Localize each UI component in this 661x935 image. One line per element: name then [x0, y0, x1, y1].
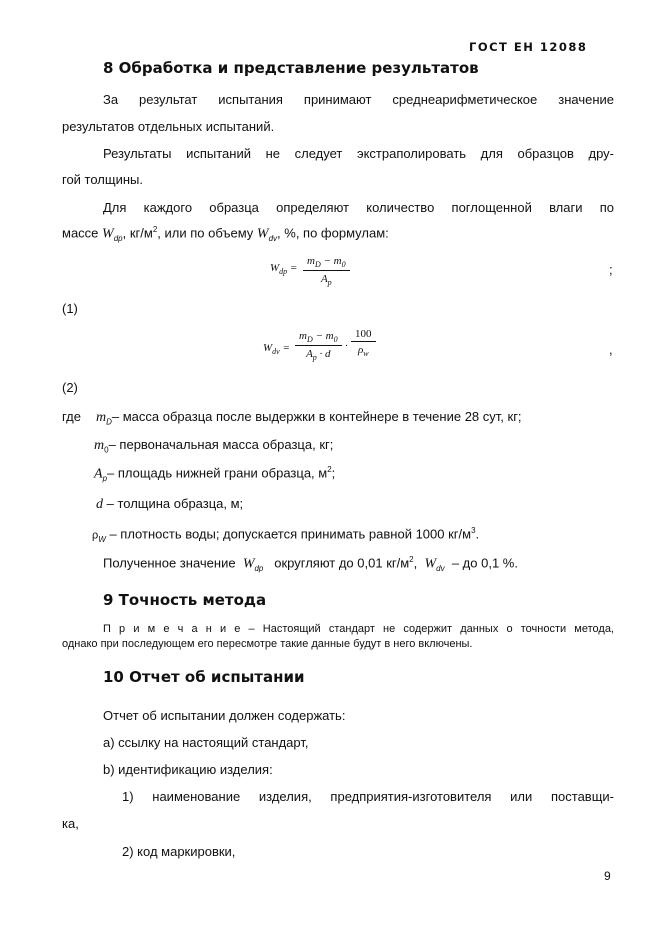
- formula-2-lhs: $W_{dv}$ =: [263, 342, 290, 357]
- report-item-b1-line-2: ка,: [62, 816, 79, 831]
- formula-2-dot: ·: [345, 340, 348, 352]
- report-item-a: а) ссылку на настоящий стандарт,: [103, 735, 309, 750]
- note-line-1: П р и м е ч а н и е – Настоящий стандарт не содержит данных о точности метода,: [103, 623, 614, 635]
- section-10-title: 10 Отчет об испытании: [103, 668, 305, 686]
- formula-1-punct: ;: [609, 262, 613, 277]
- where-label: где: [62, 409, 81, 424]
- report-item-b: b) идентификацию изделия:: [103, 762, 273, 777]
- section-8-title: 8 Обработка и представление результатов: [103, 59, 479, 77]
- note-line-2: однако при последующем его пересмотре такие данные будут в него включены.: [62, 638, 473, 650]
- formula-2-number: (2): [62, 380, 78, 395]
- formula-1-number: (1): [62, 301, 78, 316]
- document-header: ГОСТ ЕН 12088: [469, 40, 588, 54]
- report-item-b2: 2) код маркировки,: [122, 844, 236, 859]
- paragraph-2-line-1: Результаты испытаний не следует экстраполировать для образцов дру-: [103, 146, 614, 161]
- formula-2-fraction-2: $\frac{100}{\rho_w}$: [351, 328, 376, 358]
- where-item-m0: $m_0-$ первоначальная масса образца, кг;: [94, 437, 334, 455]
- report-intro: Отчет об испытании должен содержать:: [103, 708, 346, 723]
- formula-2-fraction: $\frac{m_D - m_0}{A_p \cdot d}$: [295, 330, 342, 362]
- paragraph-3-line-2: массе $W_{dp}$, $кг/м^2$, или по объему $W_{dv}$, %, по формулам:: [62, 225, 389, 243]
- page-number: 9: [604, 869, 611, 883]
- section-9-title: 9 Точность метода: [103, 591, 267, 609]
- formula-1-lhs: $W_{dp}$ =: [270, 262, 298, 277]
- paragraph-1-line-2: результатов отдельных испытаний.: [62, 119, 275, 134]
- report-item-b1-line-1: 1) наименование изделия, предприятия-изготовителя или поставщи-: [122, 789, 614, 804]
- where-item-rho: $\rho_W$ – плотность воды; допускается принимать равной 1000 $кг/м^3$.: [92, 526, 480, 544]
- rounding-sentence: Полученное значение $W_{dp}$ округляют до 0,01 $кг/м^2$, $W_{dv}$ – до 0,1 %.: [103, 555, 518, 573]
- where-item-Ap: $A_p-$ площадь нижней грани образца, $м^2$;: [94, 465, 336, 483]
- formula-2-punct: ,: [609, 342, 613, 357]
- formula-1-fraction: $\frac{m_D - m_0}{A_p}$: [303, 255, 350, 287]
- paragraph-3-line-1: Для каждого образца определяют количество поглощенной влаги по: [103, 200, 614, 215]
- paragraph-2-line-2: гой толщины.: [62, 172, 143, 187]
- paragraph-1-line-1: За результат испытания принимают среднеарифметическое значение: [103, 92, 614, 107]
- where-item-d: d – толщина образца, м;: [96, 496, 244, 512]
- where-item-mD: $m_D-$ масса образца после выдержки в контейнере в течение 28 сут, кг;: [96, 409, 522, 427]
